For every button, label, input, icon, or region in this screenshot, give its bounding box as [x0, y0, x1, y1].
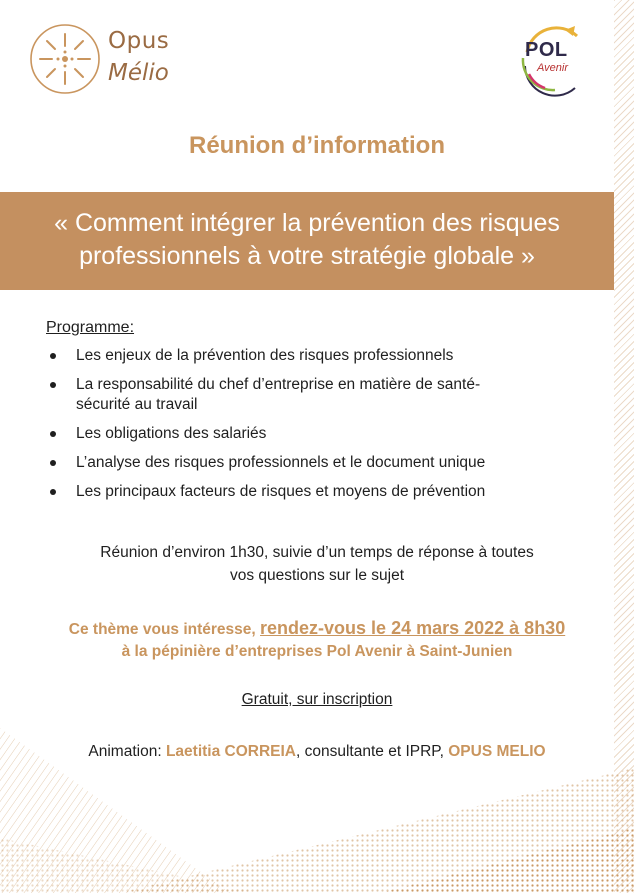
topic-banner [0, 192, 614, 290]
free-registration: Gratuit, sur inscription [241, 691, 393, 708]
cta-date: rendez-vous le 24 mars 2022 à 8h30 [260, 618, 566, 638]
avenir-logo-text: Avenir [537, 62, 568, 74]
list-item-text: Les enjeux de la prévention des risques professionnels [76, 347, 454, 364]
cta-place: à la pépinière d’entreprises Pol Avenir à Saint-Junien [121, 643, 513, 660]
page-title: Réunion d’information [189, 132, 445, 159]
cta-lead: Ce thème vous intéresse, [68, 621, 261, 638]
bullet-icon [50, 382, 56, 388]
list-item-text: Les principaux facteurs de risques et moyens de prévention [76, 483, 486, 500]
banner-line-2: professionnels à votre stratégie globale » [79, 242, 535, 270]
list-item-text: L’analyse des risques professionnels et le document unique [76, 454, 486, 471]
cta-date-line [0, 617, 634, 641]
banner-line-1: « Comment intégrer la prévention des risques [54, 209, 560, 237]
list-item [46, 424, 566, 444]
animator-name: Laetitia CORREIA [165, 743, 297, 760]
programme-list [46, 346, 566, 511]
bullet-icon [50, 489, 56, 495]
bullet-icon [50, 431, 56, 437]
list-item [46, 453, 566, 473]
melio-logo-text: Mélio [108, 60, 169, 86]
opus-logo-text: Opus [108, 28, 170, 54]
pol-logo-text: POL [525, 39, 568, 61]
animation-line [0, 740, 634, 763]
list-item [46, 346, 566, 366]
animator-role: , consultante et IPRP, [296, 743, 449, 760]
animation-label: Animation: [88, 743, 166, 760]
meeting-line-2: vos questions sur le sujet [229, 567, 405, 584]
meeting-description [0, 541, 634, 587]
pol-avenir-logo [515, 22, 595, 98]
list-item-text: Les obligations des salariés [76, 425, 267, 442]
list-item-text: La responsabilité du chef d’entreprise en matière de santé- [76, 376, 481, 393]
animator-org: OPUS MELIO [448, 743, 546, 760]
bullet-icon [50, 460, 56, 466]
bullet-icon [50, 353, 56, 359]
opus-melio-emblem-icon [28, 22, 102, 96]
list-item-text-continued: sécurité au travail [76, 396, 198, 413]
list-item [46, 375, 566, 415]
meeting-line-1: Réunion d’environ 1h30, suivie d’un temps de réponse à toutes [100, 544, 534, 561]
list-item [46, 482, 566, 502]
opus-melio-logo [28, 22, 188, 96]
programme-label: Programme: [46, 319, 135, 336]
